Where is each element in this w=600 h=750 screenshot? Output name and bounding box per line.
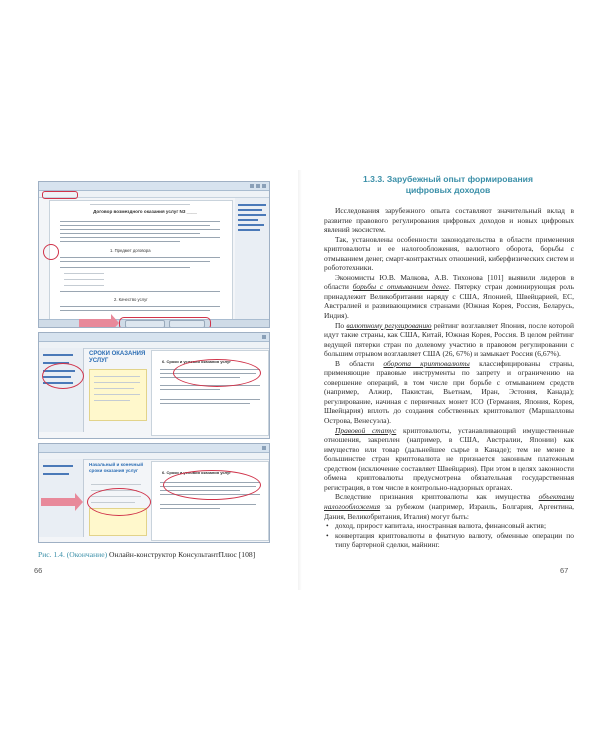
- emphasis: борьбы с отмыванием денег: [352, 282, 449, 292]
- preview-section-title: 6. Сроки и условия оказания услуг: [162, 470, 231, 475]
- step-link[interactable]: [43, 465, 73, 467]
- window-titlebar: [39, 444, 269, 453]
- section-heading: [328, 174, 568, 196]
- nav-link[interactable]: [238, 224, 264, 226]
- close-icon: [262, 335, 266, 339]
- paragraph: Вследствие признания криптовалюты как имущества объектами налогообложения за рубежом (например, Израиль, Болгария, Аргентина, Дания, Великобритания, Италия) могут быть:: [324, 492, 574, 521]
- paragraph: В области оборота криптовалюты классифицированы страны, применяющие правовые инструменты по запрету и ограничению на совершение операций, в том числе при борьбе с отмыванием средств (например, Алжир, Пакистан, Вьетнам, Иран, Эстония, Канада); регулирование, начиная с первичных монет ICO (Германия, Япония, Корея, Швейцария) вплоть до создания собственных криптовалют (Маршалловы Острова, Венесуэла).: [324, 358, 574, 426]
- close-icon: [262, 446, 266, 450]
- step-link[interactable]: [43, 354, 73, 356]
- pointer-arrow-icon: [79, 319, 111, 327]
- figure-screenshots: [38, 181, 270, 545]
- highlight-circle: [43, 244, 59, 260]
- nav-link[interactable]: [238, 229, 260, 231]
- paragraph: Так, установлены особенности законодательства в области применения криптовалюты и ее налогообложения, валютного оборота, борьбы с отмыванием денег, смарт-контрактных отношений, киберфизических систем и робототехники.: [324, 234, 574, 273]
- highlight-box: [119, 317, 211, 328]
- bullet-list: [324, 521, 574, 550]
- figure-caption-text: Онлайн-конструктор КонсультантПлюс [108]: [107, 550, 256, 559]
- nav-link[interactable]: [238, 204, 266, 206]
- highlight-box: [42, 191, 78, 199]
- figure-label: Рис. 1.4. (Окончание): [38, 550, 108, 559]
- list-item: • доход, прирост капитала, иностранная валюта, финансовый актив;: [324, 521, 574, 531]
- right-page: [300, 0, 600, 750]
- screenshot-service-terms-wizard: [38, 332, 270, 439]
- step-link[interactable]: [43, 473, 69, 475]
- section-heading-line-2: цифровых доходов: [405, 185, 491, 195]
- emphasis: объектами налогообложения: [324, 492, 574, 511]
- maximize-icon: [256, 184, 260, 188]
- emphasis: Правовой статус: [335, 425, 397, 435]
- emphasis: валютному регулированию: [346, 320, 432, 330]
- page-number-right: 67: [560, 566, 569, 575]
- list-item: • конвертация криптовалюты в фиатную валюту, обменные операции по типу бартерной сделки, майнинг.: [324, 531, 574, 550]
- close-icon: [262, 184, 266, 188]
- screenshot-contract-document: [38, 181, 270, 328]
- window-titlebar: [39, 182, 269, 191]
- minimize-icon: [250, 184, 254, 188]
- paragraph: Исследования зарубежного опыта составляют значительный вклад в развитие правового регулирования цифровых доходов и новых цифровых явлений экосистем.: [324, 206, 574, 235]
- paragraph: Экономисты Ю.В. Малкова, А.В. Тихонова [101] выявили лидеров в области борьбы с отмыванием денег. Пятерку стран доминирующая роль принадлежит Великобритании наряду с США, Японией, Швейцарией, ЕС, Австралией и развивающимися странами (Южная Корея, Россия, Беларусь, Индия).: [324, 272, 574, 321]
- wizard-heading: СРОКИ ОКАЗАНИЯ УСЛУГ: [89, 351, 146, 364]
- body-text: [324, 206, 574, 550]
- highlight-circle: [42, 363, 84, 389]
- nav-link[interactable]: [238, 209, 262, 211]
- window-titlebar: [39, 333, 269, 342]
- navigation-panel: [235, 198, 270, 320]
- nav-link[interactable]: [238, 219, 258, 221]
- section-2-title: 2. Качество услуг: [114, 297, 148, 302]
- section-1-title: 1. Предмет договора: [110, 248, 151, 253]
- paragraph: По валютному регулированию рейтинг возглавляет Япония, после которой идут такие страны, как США, Китай, Южная Корея, Россия. В целом рейтинг ведущей пятерки стран по долевому участию в правовом регулировании с большим отрывом возглавляет США (26, 67%) и замыкает Россия (6,67%).: [324, 320, 575, 359]
- emphasis: оборота криптовалюты: [383, 358, 470, 368]
- doc-title: Договор возмездного оказания услуг N3 ____: [93, 209, 197, 214]
- section-heading-line-1: 1.3.3. Зарубежный опыт формирования: [363, 174, 533, 184]
- contract-document: [49, 200, 233, 320]
- figure-caption: [38, 550, 278, 560]
- highlight-circle: [163, 470, 261, 500]
- wizard-heading: Начальный и конечный сроки оказания услуг: [89, 462, 144, 473]
- highlight-circle: [173, 359, 261, 387]
- page-number-left: 66: [34, 566, 43, 575]
- wizard-steps-panel: [39, 348, 84, 432]
- preview-section-title: 6. Сроки и условия оказания услуг: [162, 359, 231, 364]
- hint-panel: [89, 369, 147, 421]
- pointer-arrow-icon: [41, 498, 75, 506]
- screenshot-service-start-end: [38, 443, 270, 543]
- paragraph: Правовой статус криптовалюты, устанавливающий имущественные отношения, закреплен (например, в США, Австралии, Японии) как имущество или товар (дальнейшее сырье в Канаде); тем не менее в большинстве стран криптовалюта не признается законным платежным средством (исключение составляет Швейцария). При этом в целях законности обмена криптовалюты предусмотрена обязательная государственная регистрация, в том числе в контрольно-надзорных органах.: [324, 425, 574, 492]
- nav-link[interactable]: [238, 214, 266, 216]
- highlight-circle: [87, 488, 151, 516]
